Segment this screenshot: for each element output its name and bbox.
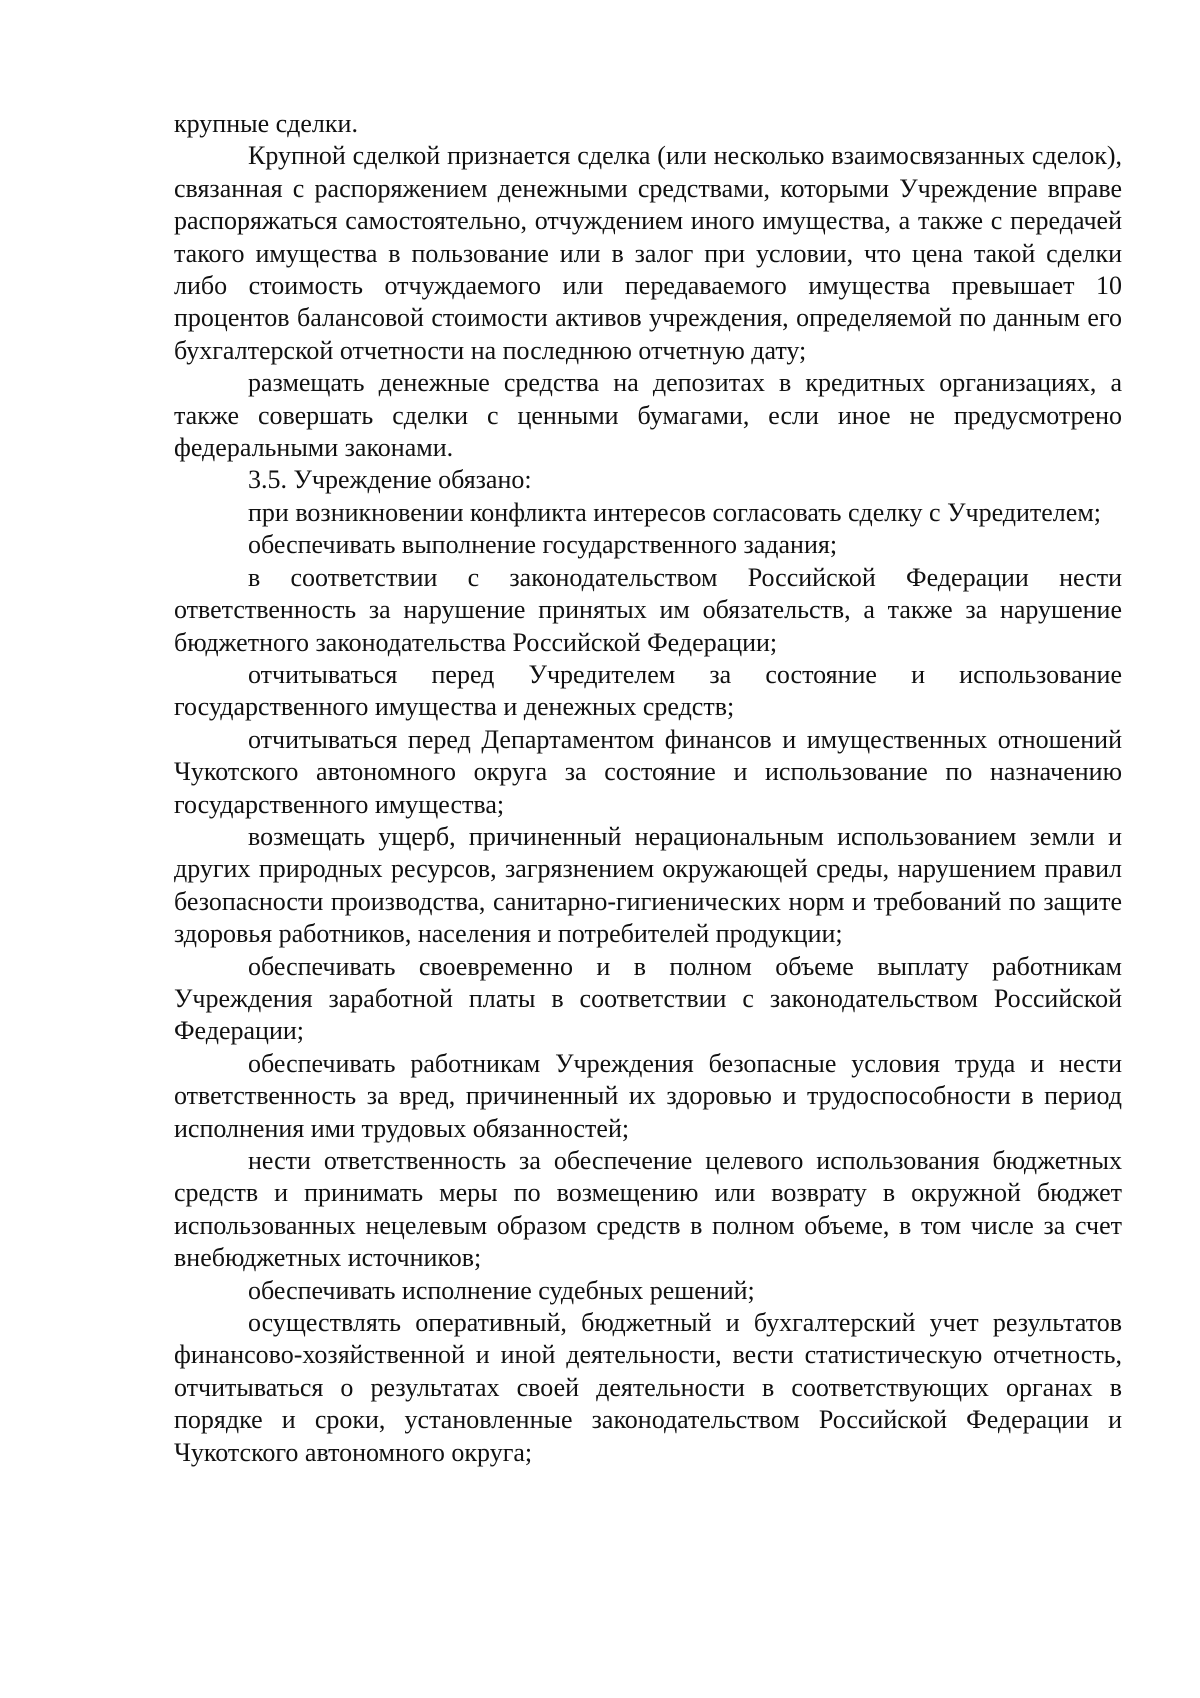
paragraph-court-decisions: обеспечивать исполнение судебных решений; [248, 1275, 755, 1305]
section-heading-3-5: 3.5. Учреждение обязано: [248, 465, 532, 495]
paragraph-accounting: осуществлять оперативный, бюджетный и бухгалтерский учет результатов финансово-хозяйственной и иной деятельности, вести статистическую отчетность, отчитываться о результатах своей деятельности в соответствующих органах в порядке и сроки, установленные законодательством Российской Федерации и Чукотского автономного округа; [174, 1308, 1122, 1467]
paragraph-salary: обеспечивать своевременно и в полном объеме выплату работникам Учреждения заработной платы в соответствии с законодательством Российской Федерации; [174, 951, 1122, 1046]
paragraph-deposits: размещать денежные средства на депозитах в кредитных организациях, а также совершать сделки с ценными бумагами, если иное не предусмотрено федеральными законами. [174, 368, 1122, 463]
paragraph-safe-conditions: обеспечивать работникам Учреждения безопасные условия труда и нести ответственность за вред, причиненный их здоровью и трудоспособности в период исполнения ими трудовых обязанностей; [174, 1048, 1122, 1143]
document-page [174, 108, 1122, 1469]
paragraph-responsibility: в соответствии с законодательством Российской Федерации нести ответственность за нарушение принятых им обязательств, а также за нарушение бюджетного законодательства Российской Федерации; [174, 562, 1122, 657]
paragraph-conflict-of-interest: при возникновении конфликта интересов согласовать сделку с Учредителем; [248, 497, 1101, 527]
paragraph-budget-funds: нести ответственность за обеспечение целевого использования бюджетных средств и принимать меры по возмещению или возврату в окружной бюджет использованных нецелевым образом средств в полном объеме, в том числе за счет внебюджетных источников; [174, 1146, 1122, 1273]
paragraph-major-transaction: Крупной сделкой признается сделка (или несколько взаимосвязанных сделок), связанная с распоряжением денежными средствами, которыми Учреждение вправе распоряжаться самостоятельно, отчуждением иного имущества, а также с передачей такого имущества в пользование или в залог при условии, что цена такой сделки либо стоимость отчуждаемого или передаваемого имущества превышает 10 процентов балансовой стоимости активов учреждения, определяемой по данным его бухгалтерской отчетности на последнюю отчетную дату; [174, 141, 1122, 365]
paragraph-report-department: отчитываться перед Департаментом финансов и имущественных отношений Чукотского автономного округа за состояние и использование по назначению государственного имущества; [174, 724, 1122, 819]
paragraph-state-task: обеспечивать выполнение государственного задания; [248, 530, 838, 560]
paragraph-damage-compensation: возмещать ущерб, причиненный нерациональным использованием земли и других природных ресурсов, загрязнением окружающей среды, нарушением правил безопасности производства, санитарно-гигиенических норм и требований по защите здоровья работников, населения и потребителей продукции; [174, 821, 1122, 949]
paragraph-report-founder: отчитываться перед Учредителем за состояние и использование государственного имущества и денежных средств; [174, 659, 1122, 722]
paragraph-continuation: крупные сделки. [174, 109, 358, 138]
